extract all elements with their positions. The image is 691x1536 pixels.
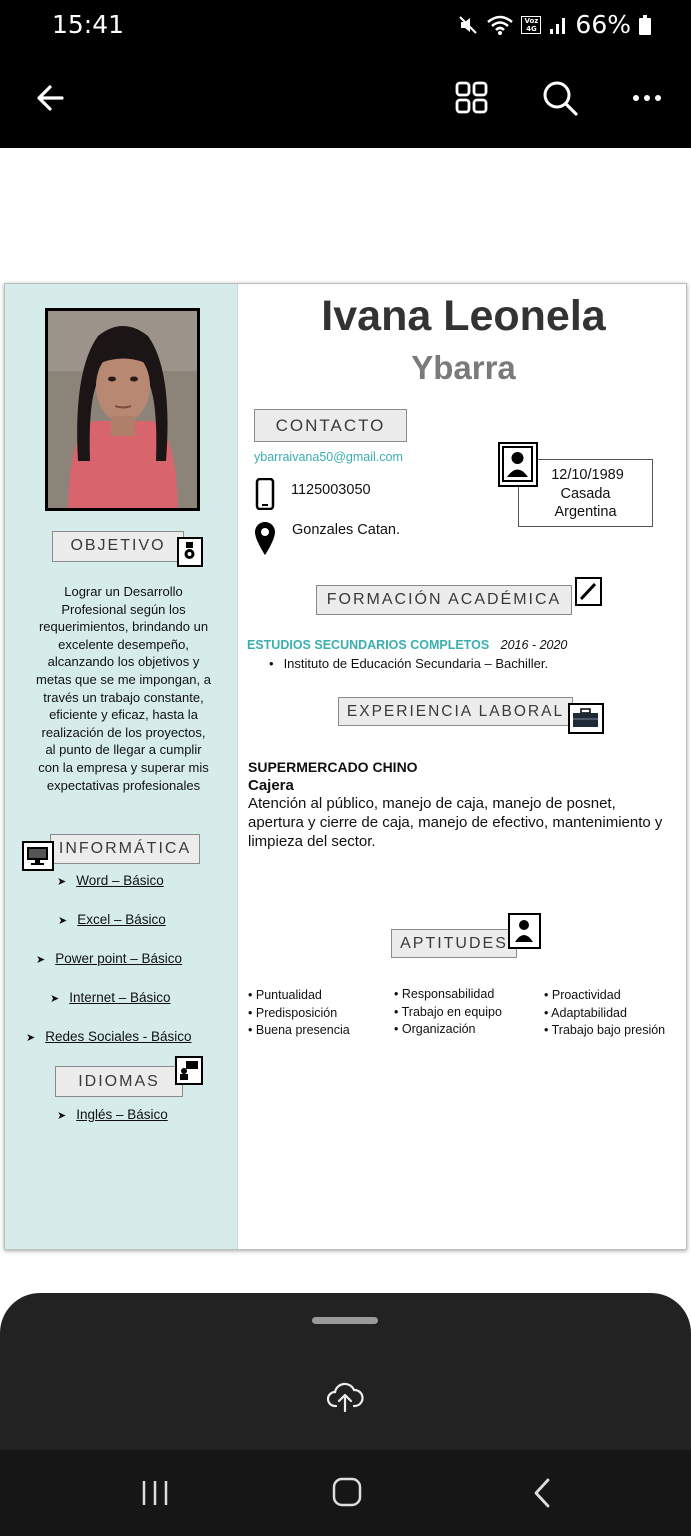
briefcase-icon (568, 703, 604, 734)
grid-view-icon[interactable] (452, 78, 492, 118)
contact-location: Gonzales Catan. (292, 522, 401, 538)
education-entry (247, 638, 567, 652)
skills-column-3 (544, 987, 665, 1040)
status-icons (457, 10, 651, 39)
status-time: 15:41 (52, 10, 125, 39)
section-skills-heading: APTITUDES (391, 929, 517, 958)
document-page (4, 283, 687, 1250)
experience-role: Cajera (248, 777, 294, 794)
battery-icon (639, 15, 651, 35)
skill-item: • Puntualidad (248, 988, 322, 1002)
signal-icon (549, 15, 567, 35)
skills-column-1 (248, 987, 350, 1040)
it-skill-item: ➤ Word – Básico (57, 873, 164, 888)
resume-first-name: Ivana Leonela (321, 292, 606, 340)
education-institution: Instituto de Educación Secundaria – Bachiller. (283, 656, 549, 671)
personal-info-box (518, 459, 653, 527)
experience-description: Atención al público, manejo de caja, manejo de posnet, apertura y cierre de caja, manejo de efectivo, mantenimiento y limpieza del sector. (248, 795, 663, 850)
edit-icon (575, 577, 602, 606)
skill-item: • Trabajo en equipo (394, 1004, 502, 1019)
contact-phone: 1125003050 (291, 482, 371, 498)
birthdate: 12/10/1989 (551, 467, 624, 483)
medal-icon (177, 537, 203, 567)
section-education-heading: FORMACIÓN ACADÉMICA (316, 585, 572, 615)
app-toolbar (0, 50, 691, 148)
skills-column-2 (394, 986, 502, 1039)
wifi-icon (487, 14, 513, 36)
battery-text: 66% (575, 10, 631, 39)
system-nav-bar (0, 1450, 691, 1536)
back-arrow-icon[interactable] (32, 78, 72, 118)
skill-item: • Organización (394, 1022, 476, 1036)
bottom-sheet-handle[interactable] (312, 1317, 378, 1324)
computer-icon (22, 841, 54, 871)
skill-item: • Predisposición (248, 1005, 338, 1020)
it-skill-item: ➤ Excel – Básico (58, 912, 166, 927)
it-skill-item: ➤ Redes Sociales - Básico (26, 1029, 192, 1044)
it-skill-item: ➤ Power point – Básico (36, 951, 183, 966)
translate-icon (175, 1056, 203, 1085)
section-objective-heading: OBJETIVO (52, 531, 184, 562)
education-title: ESTUDIOS SECUNDARIOS COMPLETOS (247, 638, 490, 652)
recents-icon[interactable] (140, 1478, 170, 1508)
skill-item: • Responsabilidad (394, 987, 495, 1001)
resume-sidebar (5, 284, 238, 1249)
network-badge: Voz 4G (521, 16, 541, 34)
cloud-upload-icon[interactable] (326, 1380, 364, 1414)
section-contact-heading: CONTACTO (254, 409, 407, 442)
search-icon[interactable] (540, 78, 580, 118)
status-bar (0, 0, 691, 50)
experience-company: SUPERMERCADO CHINO (248, 759, 418, 775)
more-options-icon[interactable] (628, 78, 668, 118)
skill-item: • Adaptabilidad (544, 1005, 627, 1020)
person-icon (498, 442, 538, 487)
education-years: 2016 - 2020 (500, 638, 568, 652)
nav-back-icon[interactable] (528, 1477, 556, 1509)
profile-photo (45, 308, 200, 511)
home-icon[interactable] (332, 1477, 362, 1507)
nationality: Argentina (554, 504, 617, 520)
section-it-heading: INFORMÁTICA (50, 834, 200, 864)
resume-last-name: Ybarra (411, 349, 516, 386)
contact-email: ybarraivana50@gmail.com (254, 450, 403, 464)
civil-status: Casada (560, 485, 611, 502)
language-item: ➤ Inglés – Básico (57, 1107, 168, 1122)
skill-item: • Buena presencia (248, 1023, 350, 1037)
section-languages-heading: IDIOMAS (55, 1066, 183, 1097)
person-icon (508, 913, 541, 949)
objective-text: Lograr un Desarrollo Profesional según los requerimientos, brindando un excelente desempeño, alcanzando los objetivos y metas que se me impongan, a través un trabajo constante, eficiente y eficaz, hasta la realización de los proyectos, al punto de llegar a cumplir con la empresa y superar mis expectativas profesionales (36, 584, 211, 793)
location-pin-icon (254, 521, 276, 557)
section-experience-heading: EXPERIENCIA LABORAL (338, 697, 573, 726)
skill-item: • Trabajo bajo presión (544, 1023, 666, 1037)
skill-item: • Proactividad (544, 988, 621, 1002)
phone-icon (255, 478, 275, 510)
it-skill-item: ➤ Internet – Básico (50, 990, 171, 1005)
mute-icon (457, 14, 479, 36)
education-institution-item: • Instituto de Educación Secundaria – Bachiller. (269, 656, 549, 671)
